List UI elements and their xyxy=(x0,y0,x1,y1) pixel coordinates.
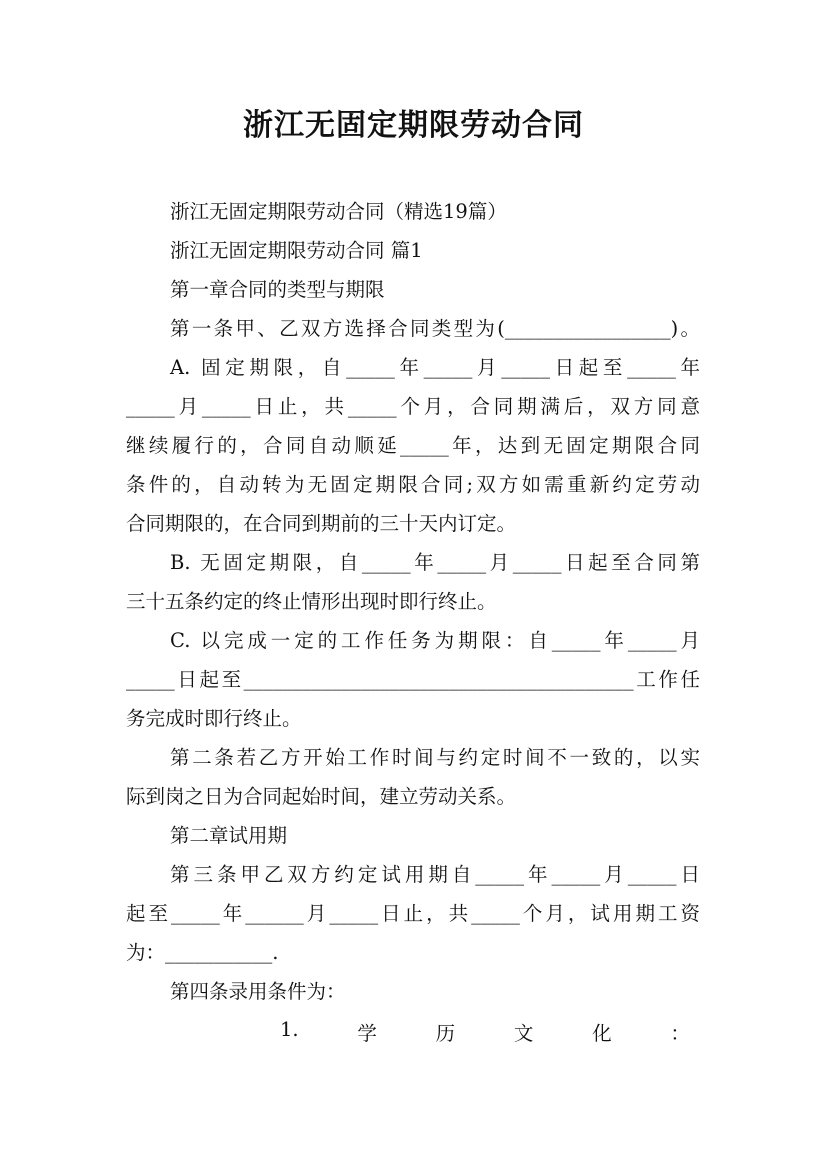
doc-line: B. 无固定期限，自_____年_____月_____日起至合同第 xyxy=(170,551,700,574)
doc-line: _____日起至________________________________________工作任 xyxy=(126,668,700,691)
doc-line: 为：___________. xyxy=(126,941,279,964)
doc-line: 条件的，自动转为无固定期限合同;双方如需重新约定劳动 xyxy=(126,473,700,496)
doc-line: 浙江无固定期限劳动合同（精选19篇） xyxy=(170,200,507,223)
doc-line: 第三条甲乙双方约定试用期自_____年_____月_____日 xyxy=(170,863,700,886)
education-line xyxy=(280,1018,690,1046)
list-number: 1. xyxy=(280,1018,299,1041)
spaced-char: 文 xyxy=(513,1022,534,1045)
doc-line: C. 以完成一定的工作任务为期限：自_____年_____月 xyxy=(170,629,700,652)
doc-line: 第二条若乙方开始工作时间与约定时间不一致的，以实 xyxy=(170,746,700,769)
spaced-char: 学 xyxy=(357,1022,377,1045)
doc-line: 务完成时即行终止。 xyxy=(126,707,302,730)
doc-line: 起至_____年______月_____日止，共_____个月，试用期工资 xyxy=(126,902,700,925)
doc-line: 三十五条约定的终止情形出现时即行终止。 xyxy=(126,590,497,613)
spaced-char: 化 xyxy=(592,1022,612,1045)
doc-line: 合同期限的，在合同到期前的三十天内订定。 xyxy=(126,512,517,535)
chapter-heading: 第二章试用期 xyxy=(170,824,288,847)
spaced-char: ： xyxy=(670,1022,690,1045)
doc-line: 浙江无固定期限劳动合同 篇1 xyxy=(170,239,423,262)
doc-line: 第四条录用条件为： xyxy=(170,980,346,1003)
doc-line: 继续履行的，合同自动顺延_____年，达到无固定期限合同 xyxy=(126,434,700,457)
chapter-heading: 第一章合同的类型与期限 xyxy=(170,278,385,301)
doc-line: 第一条甲、乙双方选择合同类型为(_________________)。 xyxy=(170,317,700,340)
document-title: 浙江无固定期限劳动合同 xyxy=(243,108,584,143)
spaced-char: 历 xyxy=(435,1022,456,1045)
doc-line: 际到岗之日为合同起始时间，建立劳动关系。 xyxy=(126,785,517,808)
doc-line: A. 固定期限，自_____年_____月_____日起至_____年 xyxy=(170,356,700,379)
doc-line: _____月_____日止，共_____个月，合同期满后，双方同意 xyxy=(126,395,700,418)
